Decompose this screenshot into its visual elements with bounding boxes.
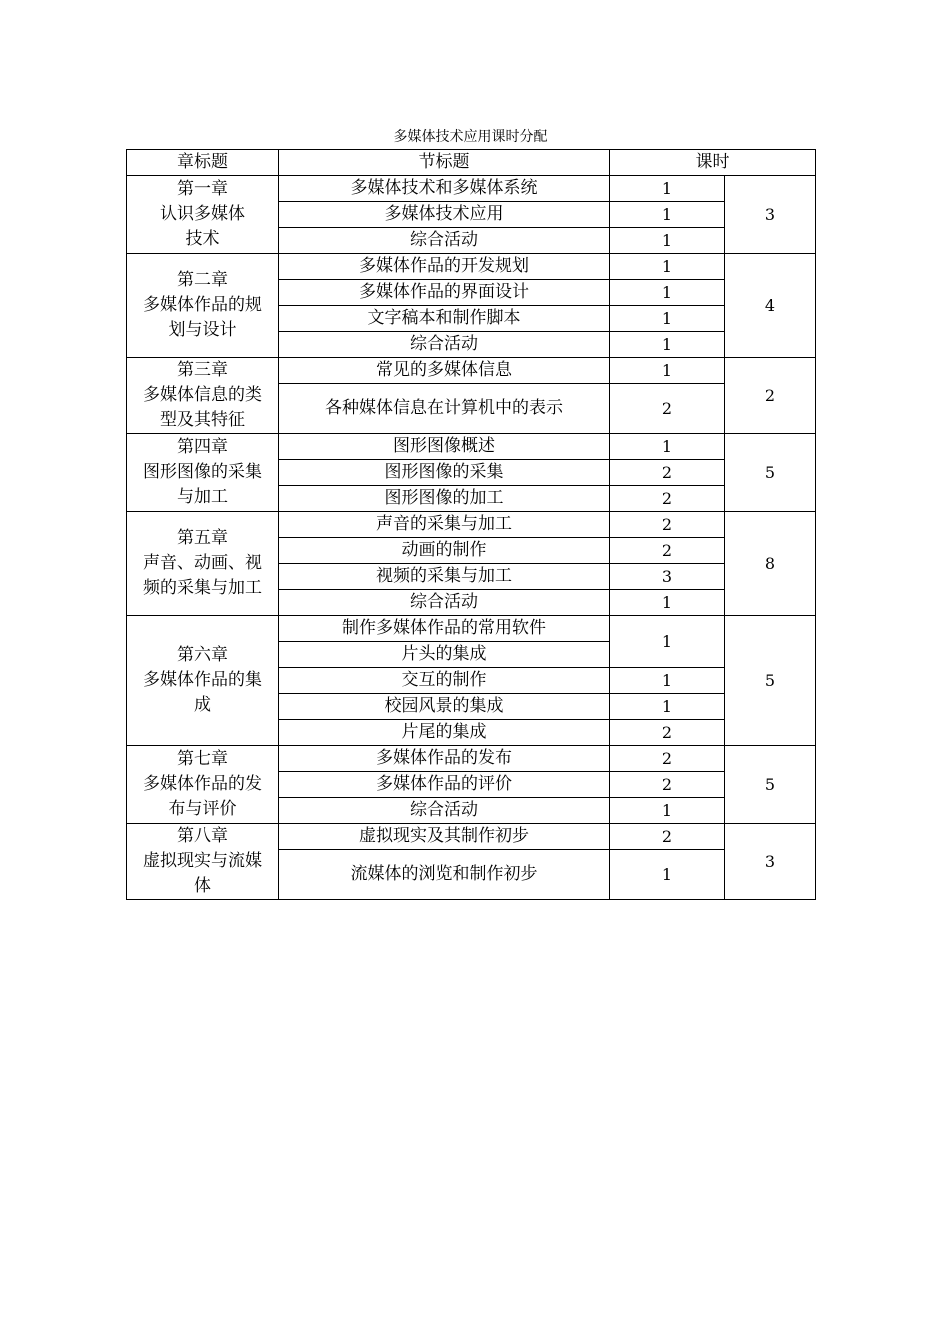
table-row — [127, 512, 816, 538]
chapter-title-cell — [127, 824, 279, 900]
section-hours-cell: 2 — [610, 720, 725, 746]
section-hours-cell: 1 — [610, 306, 725, 332]
chapter-title-cell — [127, 746, 279, 824]
section-title-cell: 多媒体作品的评价 — [279, 772, 610, 798]
chapter-title-line: 布与评价 — [168, 799, 237, 819]
chapter-title-line: 第三章 — [177, 360, 228, 380]
section-hours-cell: 2 — [610, 512, 725, 538]
chapter-title-line: 虚拟现实与流媒 — [143, 851, 262, 871]
chapter-title-line: 型及其特征 — [160, 410, 245, 430]
section-title-cell: 综合活动 — [279, 228, 610, 254]
table-row — [127, 746, 816, 772]
section-hours-cell: 1 — [610, 332, 725, 358]
table-row — [127, 434, 816, 460]
chapter-title-line: 多媒体作品的集 — [143, 670, 262, 690]
chapter-total-hours-cell: 3 — [725, 824, 816, 900]
section-hours-cell: 2 — [610, 538, 725, 564]
header-section: 节标题 — [279, 150, 610, 176]
section-hours-cell: 2 — [610, 486, 725, 512]
chapter-title-line: 划与设计 — [168, 320, 237, 340]
section-hours-cell: 1 — [610, 668, 725, 694]
chapter-title-line: 第一章 — [177, 179, 228, 199]
section-hours-cell: 1 — [610, 202, 725, 228]
chapter-title-cell — [127, 176, 279, 254]
chapter-title-line: 声音、动画、视 — [143, 553, 262, 573]
chapter-title-line: 图形图像的采集 — [143, 462, 262, 482]
chapter-title-line: 与加工 — [177, 487, 228, 507]
section-title-cell: 交互的制作 — [279, 668, 610, 694]
chapter-title-cell — [127, 512, 279, 616]
section-hours-cell: 1 — [610, 280, 725, 306]
chapter-title-line: 第四章 — [177, 437, 228, 457]
table-row — [127, 358, 816, 384]
chapter-title-line: 第七章 — [177, 749, 228, 769]
section-hours-cell: 1 — [610, 798, 725, 824]
section-hours-cell: 1 — [610, 694, 725, 720]
table-row — [127, 616, 816, 642]
section-title-cell: 片尾的集成 — [279, 720, 610, 746]
section-hours-cell: 2 — [610, 746, 725, 772]
chapter-title-line: 多媒体作品的发 — [143, 774, 262, 794]
section-hours-cell: 1 — [610, 358, 725, 384]
table-body — [127, 150, 816, 900]
chapter-title-line: 第五章 — [177, 528, 228, 548]
table-title: 多媒体技术应用课时分配 — [393, 129, 548, 145]
section-hours-cell: 1 — [610, 254, 725, 280]
table-row — [127, 824, 816, 850]
chapter-title-cell — [127, 434, 279, 512]
chapter-total-hours-cell: 8 — [725, 512, 816, 616]
section-title-cell: 动画的制作 — [279, 538, 610, 564]
chapter-title-line: 第二章 — [177, 270, 228, 290]
section-hours-cell: 1 — [610, 176, 725, 202]
section-title-cell: 多媒体作品的界面设计 — [279, 280, 610, 306]
section-title-cell: 虚拟现实及其制作初步 — [279, 824, 610, 850]
chapter-title-cell — [127, 254, 279, 358]
chapter-title-cell — [127, 358, 279, 434]
chapter-total-hours-cell: 5 — [725, 434, 816, 512]
section-title-cell: 综合活动 — [279, 590, 610, 616]
section-title-cell: 制作多媒体作品的常用软件 — [279, 616, 610, 642]
section-hours-cell: 2 — [610, 460, 725, 486]
section-title-cell: 文字稿本和制作脚本 — [279, 306, 610, 332]
section-title-cell: 图形图像的采集 — [279, 460, 610, 486]
header-hours: 课时 — [610, 150, 816, 176]
section-title-cell: 综合活动 — [279, 798, 610, 824]
chapter-title-line: 第八章 — [177, 826, 228, 846]
chapter-title-line: 技术 — [185, 229, 220, 249]
section-title-cell: 声音的采集与加工 — [279, 512, 610, 538]
hours-allocation-table — [126, 149, 816, 900]
chapter-title-line: 频的采集与加工 — [143, 578, 262, 598]
chapter-title-cell — [127, 616, 279, 746]
section-hours-cell: 1 — [610, 228, 725, 254]
section-hours-cell: 2 — [610, 384, 725, 434]
section-title-cell: 校园风景的集成 — [279, 694, 610, 720]
section-title-cell: 常见的多媒体信息 — [279, 358, 610, 384]
section-hours-cell: 2 — [610, 772, 725, 798]
chapter-total-hours-cell: 5 — [725, 746, 816, 824]
chapter-title-line: 多媒体信息的类 — [143, 385, 262, 405]
section-title-cell: 图形图像的加工 — [279, 486, 610, 512]
section-title-cell: 多媒体技术和多媒体系统 — [279, 176, 610, 202]
section-title-cell: 多媒体作品的发布 — [279, 746, 610, 772]
section-title-cell: 多媒体作品的开发规划 — [279, 254, 610, 280]
section-hours-cell: 1 — [610, 616, 725, 668]
table-row — [127, 176, 816, 202]
chapter-title-line: 第六章 — [177, 645, 228, 665]
chapter-total-hours-cell: 3 — [725, 176, 816, 254]
section-hours-cell: 2 — [610, 824, 725, 850]
chapter-total-hours-cell: 5 — [725, 616, 816, 746]
section-title-cell: 视频的采集与加工 — [279, 564, 610, 590]
section-hours-cell: 1 — [610, 434, 725, 460]
section-title-cell: 流媒体的浏览和制作初步 — [279, 850, 610, 900]
section-hours-cell: 3 — [610, 564, 725, 590]
chapter-total-hours-cell: 2 — [725, 358, 816, 434]
chapter-title-line: 认识多媒体 — [160, 204, 245, 224]
table-row — [127, 254, 816, 280]
section-title-cell: 多媒体技术应用 — [279, 202, 610, 228]
section-title-cell: 综合活动 — [279, 332, 610, 358]
header-chapter: 章标题 — [127, 150, 279, 176]
chapter-title-line: 多媒体作品的规 — [143, 295, 262, 315]
section-title-cell: 片头的集成 — [279, 642, 610, 668]
section-title-cell: 各种媒体信息在计算机中的表示 — [279, 384, 610, 434]
section-hours-cell: 1 — [610, 590, 725, 616]
section-hours-cell: 1 — [610, 850, 725, 900]
chapter-total-hours-cell: 4 — [725, 254, 816, 358]
section-title-cell: 图形图像概述 — [279, 434, 610, 460]
chapter-title-line: 体 — [194, 876, 211, 896]
header-row — [127, 150, 816, 176]
chapter-title-line: 成 — [194, 695, 211, 715]
